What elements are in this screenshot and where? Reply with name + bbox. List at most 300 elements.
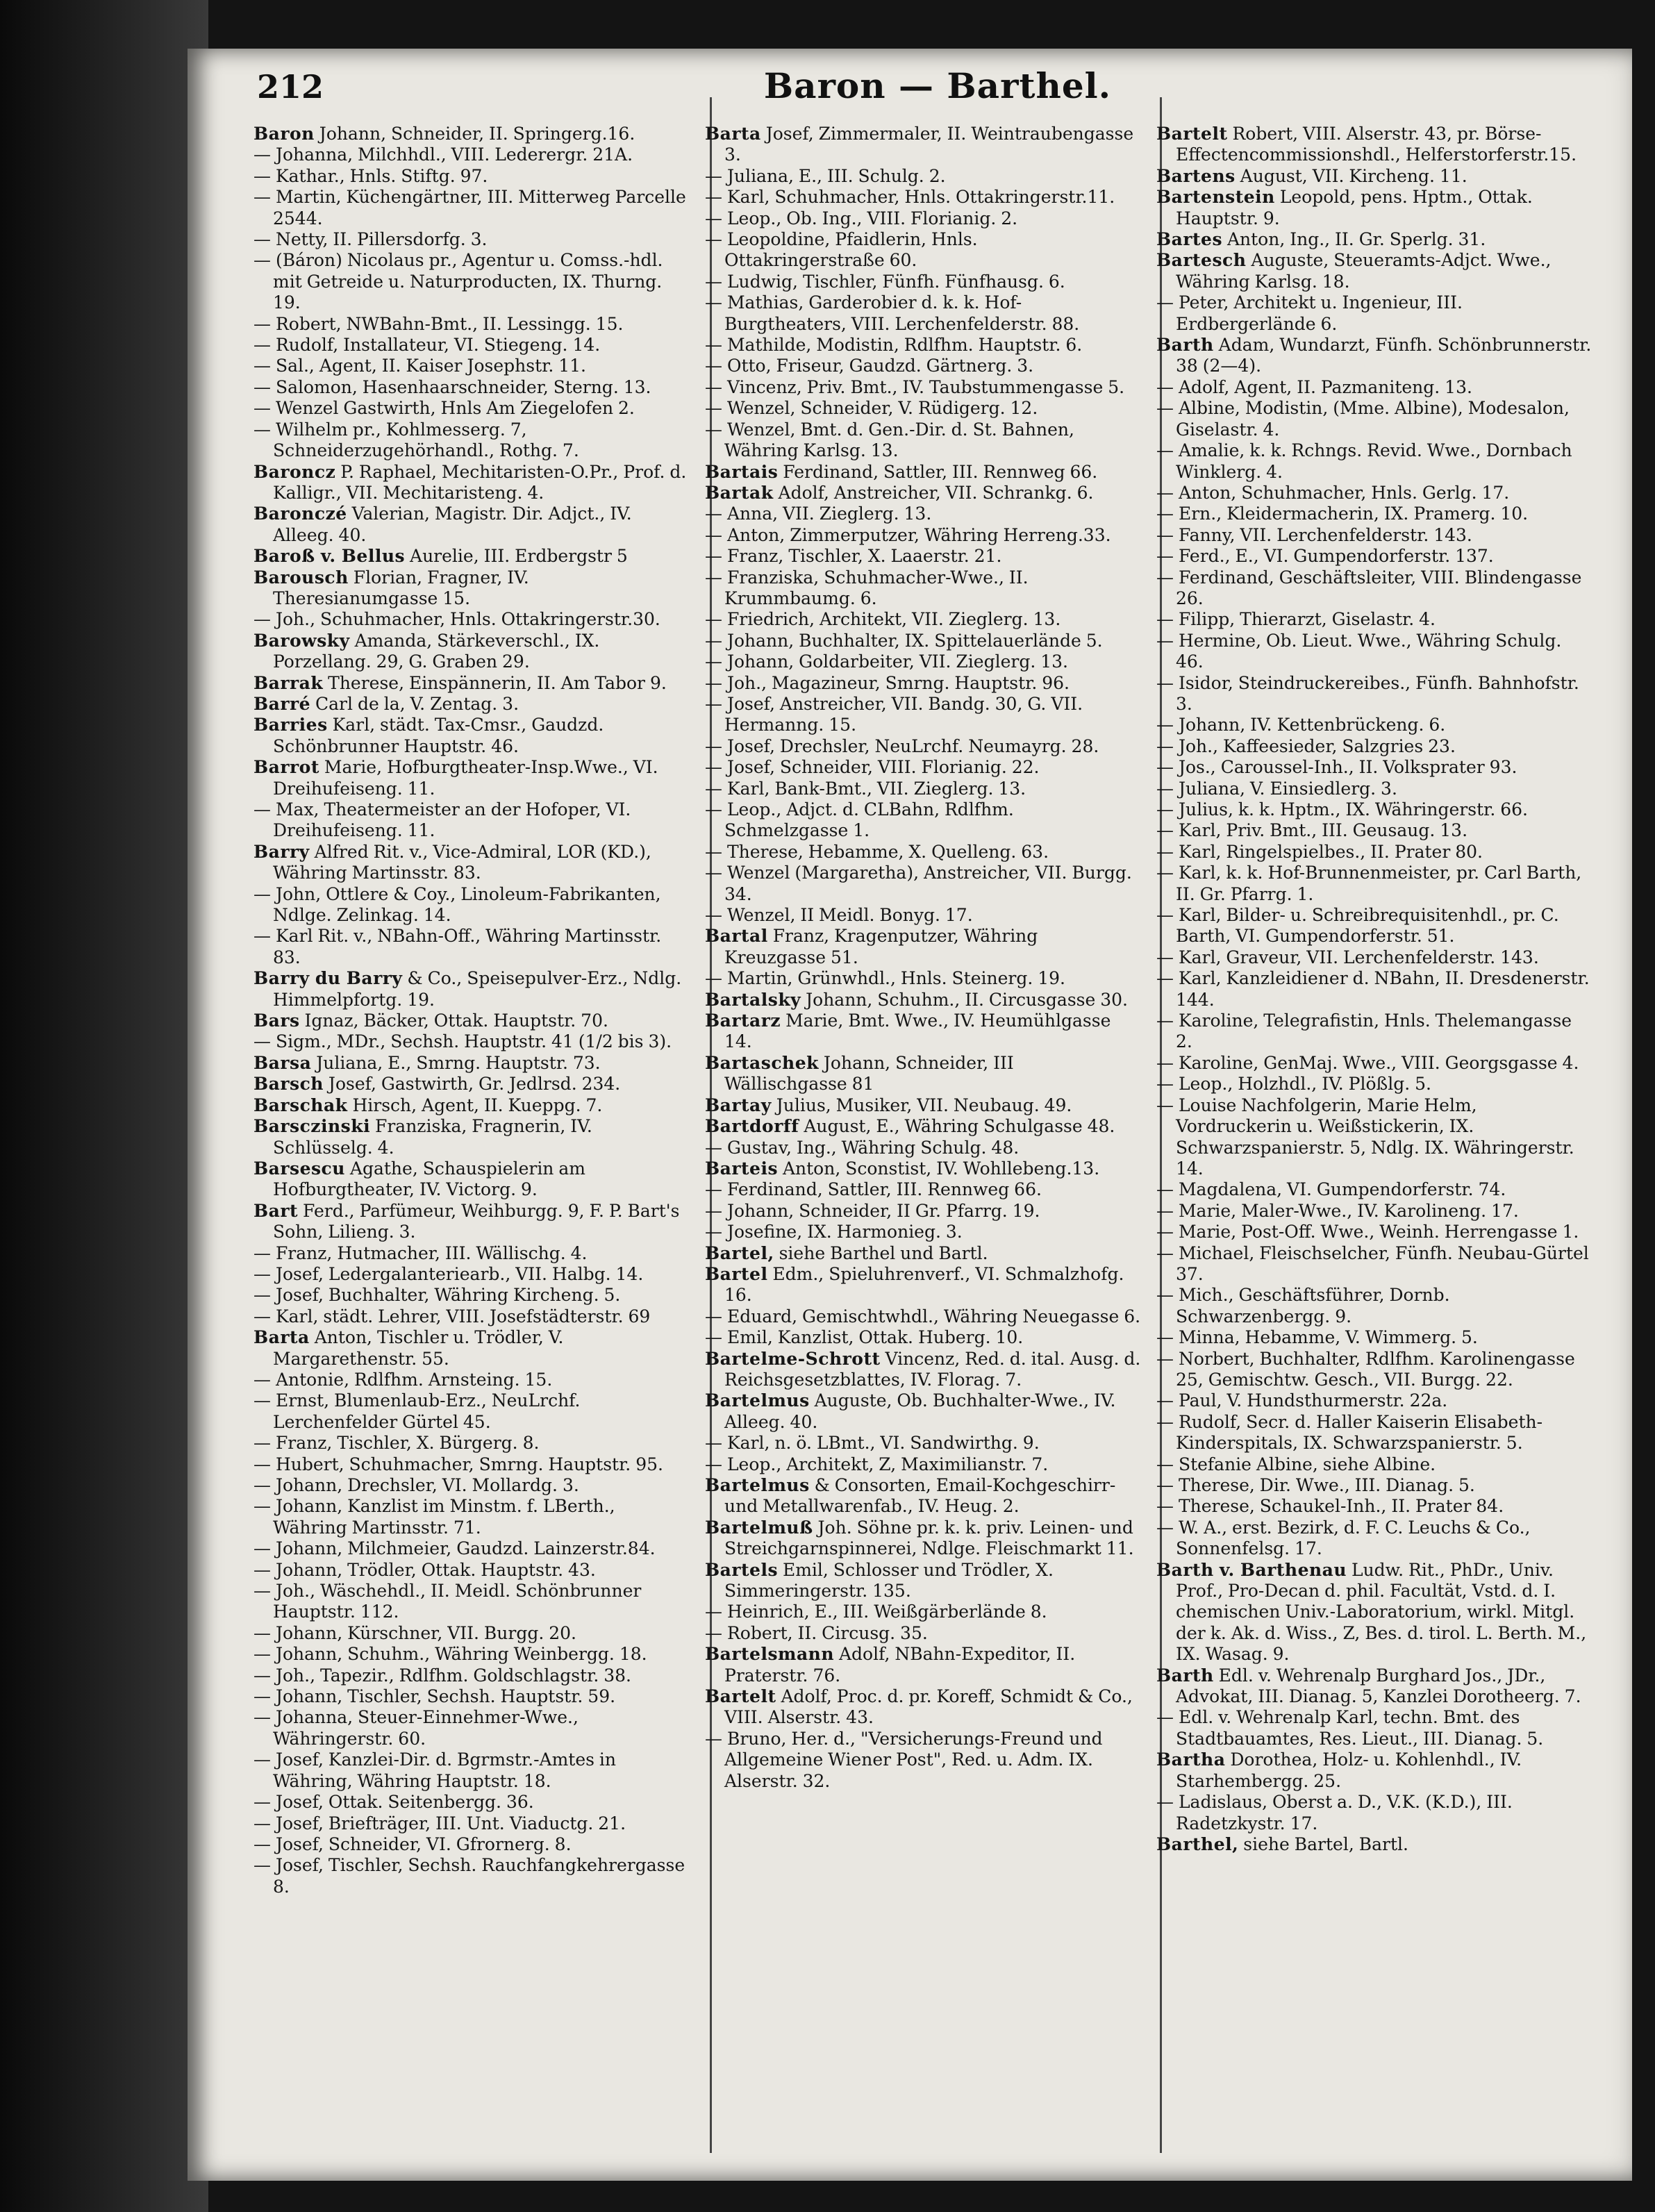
entry-surname: Barth v. Barthenau [1156,1559,1347,1580]
entry-details: — Johann, Drechsler, VI. Mollardg. 3. [253,1475,579,1495]
entry-surname: Bartalsky [705,989,801,1010]
entry-details: Marie, Hofburgtheater-Insp.Wwe., VI. Dreihufeiseng. 11. [273,757,658,799]
entry-surname: Bartelt [705,1686,776,1707]
column-3 [1156,124,1592,2159]
entry-details: — Gustav, Ing., Währing Schulg. 48. [705,1137,1020,1158]
running-head: Baron — Barthel. [763,65,1112,106]
directory-entry [253,1201,690,1243]
entry-surname: Bartak [705,482,774,503]
entry-details: P. Raphael, Mechitaristen-O.Pr., Prof. d. Kalligr., VII. Mechitaristeng. 4. [273,461,687,503]
entry-details: — Julius, k. k. Hptm., IX. Währingerstr. 66. [1156,799,1528,820]
directory-entry [253,419,690,462]
entry-surname: Barousch [253,567,349,588]
directory-entry [1156,779,1592,799]
entry-details: Vincenz, Red. d. ital. Ausg. d. Reichsgesetzblattes, IV. Florag. 7. [724,1348,1141,1390]
column-1 [253,124,690,2159]
entry-details: — Mathilde, Modistin, Rdlfhm. Hauptstr. 6. [705,335,1083,356]
entry-details: — Michael, Fleischselcher, Fünfh. Neubau-Gürtel 37. [1156,1242,1589,1284]
entry-details: — Antonie, Rdlfhm. Arnsteing. 15. [253,1369,553,1390]
directory-entry [253,1243,690,1264]
directory-entry [1156,1095,1592,1180]
directory-entry [705,905,1141,926]
directory-entry [1156,905,1592,947]
entry-details: — Johann, Milchmeier, Gaudzd. Lainzerstr.84. [253,1538,656,1559]
directory-entry [705,1158,1141,1179]
entry-details: — Wenzel, II Meidl. Bonyg. 17. [705,905,973,926]
entry-details: Dorothea, Holz- u. Kohlenhdl., IV. Starhembergg. 25. [1176,1749,1522,1791]
entry-details: — Josef, Tischler, Sechsh. Rauchfangkehrergasse 8. [253,1855,685,1897]
directory-entry [1156,947,1592,968]
entry-details: Franz, Kragenputzer, Währing Kreuzgasse 51. [724,926,1038,967]
entry-surname: Bart [253,1200,299,1221]
entry-surname: Bartais [705,461,779,482]
entry-details: Agathe, Schauspielerin am Hofburgtheater, IV. Victorg. 9. [273,1158,585,1200]
directory-entry [1156,567,1592,610]
directory-entry [253,715,690,757]
entry-details: — Franz, Tischler, X. Laaerstr. 21. [705,546,1002,567]
directory-entry [705,1306,1141,1327]
entry-details: — Marie, Maler-Wwe., IV. Karolineng. 17. [1156,1200,1519,1221]
entry-surname: Barry du Barry [253,968,403,989]
directory-entry [705,1243,1141,1264]
directory-entry [705,673,1141,694]
entry-details: Hirsch, Agent, II. Kueppg. 7. [347,1095,603,1115]
directory-entry [253,1707,690,1749]
directory-entry [253,546,690,567]
directory-entry [1156,1665,1592,1708]
directory-entry [705,1475,1141,1517]
directory-entry [705,335,1141,356]
entry-details: — Franz, Tischler, X. Bürgerg. 8. [253,1433,540,1454]
directory-entry [705,1327,1141,1348]
directory-entry [1156,673,1592,715]
entry-details: — Emil, Kanzlist, Ottak. Huberg. 10. [705,1327,1024,1348]
directory-entry [1156,1454,1592,1475]
directory-entry [1156,609,1592,630]
directory-entry [1156,1201,1592,1222]
entry-details: — Josef, Ottak. Seitenbergg. 36. [253,1792,534,1813]
entry-details: — Wenzel, Bmt. d. Gen.-Dir. d. St. Bahnen, Währing Karlsg. 13. [705,419,1074,461]
entry-details: — Mich., Geschäftsführer, Dornb. Schwarzenbergg. 9. [1156,1285,1450,1327]
directory-entry [253,694,690,715]
directory-entry [1156,736,1592,757]
entry-details: Anton, Tischler u. Trödler, V. Margarethenstr. 55. [273,1327,564,1369]
directory-entry [253,1095,690,1116]
entry-details: — Sigm., MDr., Sechsh. Hauptstr. 41 (1/2 bis 3). [253,1031,672,1052]
directory-entry [253,250,690,313]
entry-details: — John, Ottlere & Coy., Linoleum-Fabrikanten, Ndlge. Zelinkag. 14. [253,883,661,926]
directory-entry [705,968,1141,989]
entry-details: — Otto, Friseur, Gaudzd. Gärtnerg. 3. [705,356,1034,376]
entry-details: — Jos., Caroussel-Inh., II. Volksprater 93. [1156,757,1517,778]
entry-details: — Leop., Holzhdl., IV. Plößlg. 5. [1156,1074,1431,1095]
entry-details: — Kathar., Hnls. Stiftg. 97. [253,165,488,186]
directory-entry [253,1306,690,1327]
directory-entry [705,292,1141,335]
entry-surname: Bartha [1156,1749,1226,1770]
entry-details: Aurelie, III. Erdbergstr 5 [405,546,628,567]
entry-details: — Ferdinand, Sattler, III. Rennweg 66. [705,1179,1042,1200]
entry-surname: Barrak [253,672,324,693]
entry-details: — Netty, II. Pillersdorfg. 3. [253,229,488,250]
entry-details: Juliana, E., Smrng. Hauptstr. 73. [311,1052,601,1073]
entry-details: — Ferdinand, Geschäftsleiter, VIII. Blindengasse 26. [1156,567,1582,608]
directory-entry [1156,968,1592,1011]
entry-details: — Karoline, GenMaj. Wwe., VIII. Georgsgasse 4. [1156,1052,1579,1073]
entry-details: — Bruno, Her. d., "Versicherungs-Freund und Allgemeine Wiener Post", Red. u. Adm. IX. Alserstr. 32. [705,1728,1103,1791]
directory-entry [253,1433,690,1454]
directory-entry [1156,1349,1592,1391]
directory-entry [705,1095,1141,1116]
entry-details: — Leop., Adjct. d. CLBahn, Rdlfhm. Schmelzgasse 1. [705,799,1014,841]
entry-details: — Rudolf, Secr. d. Haller Kaiserin Elisabeth-Kinderspitals, IX. Schwarzspanierstr. 5. [1156,1411,1543,1454]
directory-entry [705,272,1141,292]
entry-surname: Bartes [1156,229,1223,250]
directory-entry [1156,1834,1592,1855]
directory-entry [705,229,1141,272]
entry-details: — Johanna, Steuer-Einnehmer-Wwe., Währingerstr. 60. [253,1707,579,1749]
directory-entry [253,1264,690,1285]
entry-details: — Therese, Dir. Wwe., III. Dianag. 5. [1156,1475,1475,1495]
entry-details: — Hermine, Ob. Lieut. Wwe., Währing Schulg. 46. [1156,630,1562,672]
directory-entry [705,779,1141,799]
entry-details: & Consorten, Email-Kochgeschirr- und Metallwarenfab., IV. Heug. 2. [724,1475,1116,1517]
entry-details: Therese, Einspännerin, II. Am Tabor 9. [323,672,667,693]
directory-entry [253,1834,690,1855]
directory-entry [705,398,1141,419]
directory-entry [253,1855,690,1897]
entry-details: siehe Bartel, Bartl. [1238,1833,1408,1854]
entry-details: — Therese, Hebamme, X. Quelleng. 63. [705,841,1049,862]
directory-entry [1156,1517,1592,1560]
directory-entry [1156,377,1592,398]
entry-details: Carl de la, V. Zentag. 3. [310,693,519,714]
directory-entry [705,631,1141,651]
directory-entry [705,609,1141,630]
entry-details: — Josef, Kanzlei-Dir. d. Bgrmstr.-Amtes in Währing, Währing Hauptstr. 18. [253,1749,617,1791]
directory-entry [705,1623,1141,1644]
entry-details: — Wenzel (Margaretha), Anstreicher, VII. Burgg. 34. [705,863,1132,904]
directory-entry [705,208,1141,229]
directory-entry [1156,525,1592,546]
directory-entry [253,1792,690,1813]
entry-details: Anton, Ing., II. Gr. Sperlg. 31. [1222,229,1486,250]
entry-surname: Barsczinski [253,1116,371,1137]
entry-details: — Stefanie Albine, siehe Albine. [1156,1454,1436,1474]
entry-surname: Bartesch [1156,250,1247,271]
entry-details: — Karl, Kanzleidiener d. NBahn, II. Dresdenerstr. 144. [1156,968,1590,1010]
entry-details: — Wilhelm pr., Kohlmesserg. 7, Schneiderzugehörhandl., Rothg. 7. [253,419,579,461]
entry-details: — Josef, Anstreicher, VII. Bandg. 30, G. VII. Hermanng. 15. [705,693,1083,735]
entry-surname: Bartay [705,1095,772,1115]
directory-entry [1156,335,1592,377]
entry-surname: Barsa [253,1052,312,1073]
directory-entry [705,799,1141,842]
entry-surname: Bartels [705,1559,779,1580]
entry-details: Auguste, Steueramts-Adjct. Wwe., Währing Karlsg. 18. [1176,250,1552,292]
entry-details: — Johann, Tischler, Sechsh. Hauptstr. 59. [253,1686,616,1707]
entry-surname: Bartens [1156,165,1236,186]
entry-details: — Johann, Buchhalter, IX. Spittelauerlände 5. [705,630,1103,651]
entry-details: — Hubert, Schuhmacher, Smrng. Hauptstr. 95. [253,1454,663,1474]
entry-details: — Wenzel Gastwirth, Hnls Am Ziegelofen 2. [253,398,635,419]
entry-surname: Bartal [705,926,768,947]
entry-details: — Leop., Ob. Ing., VIII. Florianig. 2. [705,208,1018,228]
entry-details: — Ernst, Blumenlaub-Erz., NeuLrchf. Lerchenfelder Gürtel 45. [253,1390,581,1432]
directory-entry [253,968,690,1011]
entry-details: Joh. Söhne pr. k. k. priv. Leinen- und Streichgarnspinnerei, Ndlge. Fleischmarkt 11. [724,1517,1134,1559]
directory-entry [1156,250,1592,292]
directory-entry [705,1179,1141,1200]
entry-details: Emil, Schlosser und Trödler, X. Simmeringerstr. 135. [724,1559,1054,1602]
entry-surname: Barowsky [253,630,350,651]
entry-details: — Josef, Briefträger, III. Unt. Viaductg. 21. [253,1813,626,1833]
directory-entry [1156,820,1592,841]
entry-details: — Joh., Tapezir., Rdlfhm. Goldschlagstr. 38. [253,1665,631,1686]
entry-details: — Ladislaus, Oberst a. D., V.K. (K.D.), III. Radetzkystr. 17. [1156,1792,1513,1833]
book-binding-shadow [0,0,208,2212]
entry-details: Julius, Musiker, VII. Neubaug. 49. [771,1095,1072,1115]
entry-details: — Karl, städt. Lehrer, VIII. Josefstädterstr. 69 [253,1306,651,1327]
entry-details: Josef, Gastwirth, Gr. Jedlrsd. 234. [323,1074,621,1095]
directory-entry [1156,1222,1592,1242]
entry-details: — Magdalena, VI. Gumpendorferstr. 74. [1156,1179,1506,1200]
directory-entry [705,842,1141,863]
directory-entry [705,1053,1141,1095]
directory-entry [253,1665,690,1686]
directory-entry [705,187,1141,208]
directory-entry [705,1454,1141,1475]
entry-details: — Johann, Trödler, Ottak. Hauptstr. 43. [253,1559,596,1580]
entry-details: — Leop., Architekt, Z, Maximilianstr. 7. [705,1454,1049,1474]
entry-details: — Josefine, IX. Harmonieg. 3. [705,1222,963,1242]
directory-entry [705,504,1141,524]
entry-surname: Barsescu [253,1158,345,1179]
directory-entry [705,166,1141,187]
entry-details: — Robert, NWBahn-Bmt., II. Lessingg. 15. [253,313,624,334]
entry-details: — Karl, Ringelspielbes., II. Prater 80. [1156,841,1483,862]
directory-entry [705,1011,1141,1053]
directory-entry [253,1475,690,1496]
directory-entry [705,124,1141,166]
entry-details: August, VII. Kircheng. 11. [1235,165,1467,186]
directory-entry [253,335,690,356]
entry-surname: Bartaschek [705,1052,819,1073]
directory-entry [705,525,1141,546]
entry-details: — Johann, Goldarbeiter, VII. Zieglerg. 13. [705,651,1068,672]
entry-surname: Bartel, [705,1242,774,1263]
directory-entry [253,1158,690,1201]
directory-entry [1156,1053,1592,1074]
directory-entry [253,124,690,144]
entry-surname: Bartelmuß [705,1517,813,1538]
entry-details: — Franz, Hutmacher, III. Wällischg. 4. [253,1242,588,1263]
directory-entry [1156,863,1592,905]
entry-details: — Leopoldine, Pfaidlerin, Hnls. Ottakringerstraße 60. [705,229,978,271]
directory-entry [253,609,690,630]
entry-surname: Barta [253,1327,310,1348]
entry-details: & Co., Speisepulver-Erz., Ndlg. Himmelpfortg. 19. [273,968,682,1010]
entry-details: — Eduard, Gemischtwhdl., Währing Neuegasse 6. [705,1306,1141,1327]
entry-details: — W. A., erst. Bezirk, d. F. C. Leuchs & Co., Sonnenfelsg. 17. [1156,1517,1531,1559]
entry-details: — Josef, Drechsler, NeuLrchf. Neumayrg. 28. [705,735,1099,756]
directory-entry [1156,757,1592,778]
directory-entry [1156,1243,1592,1286]
directory-entry [1156,1074,1592,1095]
directory-entry [253,673,690,694]
entry-details: — Karl, k. k. Hof-Brunnenmeister, pr. Carl Barth, II. Gr. Pfarrg. 1. [1156,863,1582,904]
entry-surname: Barré [253,693,311,714]
directory-columns [253,124,1618,2159]
entry-details: — Franziska, Schuhmacher-Wwe., II. Krummbaumg. 6. [705,567,1029,608]
entry-details: — Karl Rit. v., NBahn-Off., Währing Martinsstr. 83. [253,926,662,967]
directory-entry [1156,229,1592,250]
directory-entry [705,694,1141,736]
entry-details: — Johanna, Milchhdl., VIII. Lederergr. 21A. [253,144,633,165]
entry-details: — (Báron) Nicolaus pr., Agentur u. Comss.-hdl. mit Getreide u. Naturproducten, IX. Thurng. 19. [253,250,663,313]
directory-entry [1156,631,1592,673]
directory-entry [253,926,690,968]
directory-entry [253,1116,690,1158]
directory-entry [253,1623,690,1644]
entry-details: — Joh., Wäschehdl., II. Meidl. Schönbrunner Hauptstr. 112. [253,1581,642,1622]
entry-details: — Albine, Modistin, (Mme. Albine), Modesalon, Giselastr. 4. [1156,398,1570,440]
directory-entry [705,651,1141,672]
entry-surname: Barries [253,715,328,735]
directory-entry [705,1644,1141,1686]
directory-entry [253,187,690,229]
directory-entry [705,1349,1141,1391]
directory-entry [705,1390,1141,1433]
entry-details: Robert, VIII. Alserstr. 43, pr. Börse-Effectencommissionshdl., Helferstorferstr.15. [1176,124,1577,165]
entry-details: Adolf, NBahn-Expeditor, II. Praterstr. 76. [724,1644,1076,1686]
directory-entry [253,398,690,419]
directory-entry [253,229,690,250]
directory-entry [705,483,1141,504]
entry-details: — Friedrich, Architekt, VII. Zieglerg. 13. [705,609,1061,630]
entry-details: — Heinrich, E., III. Weißgärberlände 8. [705,1602,1047,1622]
entry-surname: Barth [1156,335,1214,356]
entry-details: — Joh., Kaffeesieder, Salzgries 23. [1156,735,1456,756]
entry-details: — Martin, Grünwhdl., Hnls. Steinerg. 19. [705,968,1065,989]
directory-entry [253,757,690,799]
directory-entry [253,1454,690,1475]
entry-details: — Joh., Schuhmacher, Hnls. Ottakringerstr.30. [253,609,660,630]
entry-details: — Edl. v. Wehrenalp Karl, techn. Bmt. des Stadtbauamtes, Res. Lieut., III. Dianag. 5. [1156,1707,1544,1749]
entry-details: — Karl, Schuhmacher, Hnls. Ottakringerstr.11. [705,187,1115,208]
directory-entry [253,1538,690,1559]
entry-details: Franziska, Fragnerin, IV. Schlüsselg. 4. [273,1116,592,1158]
entry-details: Amanda, Stärkeverschl., IX. Porzellang. 29, G. Graben 29. [273,630,600,672]
entry-details: — Anton, Schuhmacher, Hnls. Gerlg. 17. [1156,482,1510,503]
directory-entry [705,546,1141,567]
entry-details: — Salomon, Hasenhaarschneider, Sterng. 13. [253,376,651,397]
column-2 [705,124,1141,2159]
directory-entry [705,377,1141,398]
entry-details: Marie, Bmt. Wwe., IV. Heumühlgasse 14. [724,1011,1111,1052]
directory-entry [1156,1792,1592,1834]
entry-details: Adam, Wundarzt, Fünfh. Schönbrunnerstr. 38 (2—4). [1176,335,1592,376]
entry-surname: Barschak [253,1095,348,1115]
entry-details: — Juliana, V. Einsiedlerg. 3. [1156,778,1397,799]
entry-details: Adolf, Anstreicher, VII. Schrankg. 6. [773,482,1094,503]
entry-details: siehe Barthel und Bartl. [774,1242,988,1263]
entry-surname: Bartelmus [705,1475,810,1495]
entry-details: — Isidor, Steindruckereibes., Fünfh. Bahnhofstr. 3. [1156,672,1579,714]
entry-surname: Baroncz [253,461,336,482]
directory-entry [705,567,1141,610]
directory-entry [705,356,1141,376]
entry-details: — Johann, Schuhm., Währing Weinbergg. 18. [253,1644,647,1665]
entry-details: — Karoline, Telegrafistin, Hnls. Thelemangasse 2. [1156,1011,1572,1052]
directory-entry [705,863,1141,905]
page-header [257,63,1618,125]
directory-entry [1156,1475,1592,1496]
entry-details: Josef, Zimmermaler, II. Weintraubengasse 3. [724,124,1134,165]
entry-details: — Johann, Schneider, II Gr. Pfarrg. 19. [705,1200,1040,1221]
entry-surname: Barta [705,124,761,144]
directory-entry [1156,504,1592,524]
directory-entry [1156,546,1592,567]
entry-details: — Wenzel, Schneider, V. Rüdigerg. 12. [705,398,1038,419]
directory-entry [253,799,690,842]
directory-entry [705,462,1141,483]
directory-entry [253,1285,690,1306]
directory-entry [253,504,690,546]
entry-details: — Karl, Bank-Bmt., VII. Zieglerg. 13. [705,778,1026,799]
entry-details: — Martin, Küchengärtner, III. Mitterweg Parcelle 2544. [253,187,686,228]
entry-details: — Peter, Architekt u. Ingenieur, III. Erdbergerlände 6. [1156,292,1463,334]
directory-entry [253,1644,690,1665]
directory-entry [253,1749,690,1792]
entry-details: Ludw. Rit., PhDr., Univ. Prof., Pro-Decan d. phil. Facultät, Vstd. d. I. chemischen Univ.-Laboratorium, wirkl. Mitgl. der k. Ak. d. Wiss., Z, Bes. d. tirol. L. Berth. M., IX. Wasag. 9. [1176,1559,1587,1665]
entry-surname: Baroß v. Bellus [253,546,406,567]
directory-entry [705,1264,1141,1306]
directory-entry [705,736,1141,757]
entry-surname: Barth [1156,1665,1214,1686]
entry-details: — Sal., Agent, II. Kaiser Josephstr. 11. [253,356,586,376]
directory-entry [705,419,1141,462]
entry-details: Florian, Fragner, IV. Theresianumgasse 15. [273,567,529,608]
directory-entry [705,1602,1141,1622]
directory-entry [253,1053,690,1074]
directory-entry [705,1138,1141,1158]
entry-details: — Mathias, Garderobier d. k. k. Hof-Burgtheaters, VIII. Lerchenfelderstr. 88. [705,292,1080,334]
entry-details: — Joh., Magazineur, Smrng. Hauptstr. 96. [705,672,1070,693]
entry-details: Alfred Rit. v., Vice-Admiral, LOR (KD.), Währing Martinsstr. 83. [273,841,651,883]
entry-details: — Fanny, VII. Lerchenfelderstr. 143. [1156,524,1472,545]
entry-details: Edl. v. Wehrenalp Burghard Jos., JDr., Advokat, III. Dianag. 5, Kanzlei Dorotheerg. 7. [1176,1665,1581,1707]
entry-details: — Johann, IV. Kettenbrückeng. 6. [1156,715,1446,735]
entry-details: — Karl, Priv. Bmt., III. Geusaug. 13. [1156,820,1468,841]
entry-details: — Anton, Zimmerputzer, Währing Herreng.33. [705,524,1111,545]
directory-entry [705,1222,1141,1242]
directory-entry [253,1686,690,1707]
directory-entry [253,567,690,610]
entry-surname: Bartdorff [705,1116,799,1137]
directory-entry [1156,1412,1592,1454]
entry-details: — Karl, Graveur, VII. Lerchenfelderstr. 143. [1156,947,1539,967]
entry-details: — Norbert, Buchhalter, Rdlfhm. Karolinengasse 25, Gemischtw. Gesch., VII. Burgg. 22. [1156,1348,1575,1390]
directory-entry [1156,440,1592,483]
directory-page [188,49,1632,2181]
entry-details: Auguste, Ob. Buchhalter-Wwe., IV. Alleeg. 40. [724,1390,1116,1432]
directory-entry [1156,398,1592,440]
directory-entry [253,1074,690,1095]
entry-details: Leopold, pens. Hptm., Ottak. Hauptstr. 9. [1176,187,1533,228]
entry-details: Johann, Schneider, II. Springerg.16. [314,124,635,144]
entry-details: Johann, Schuhm., II. Circusgasse 30. [801,989,1128,1010]
